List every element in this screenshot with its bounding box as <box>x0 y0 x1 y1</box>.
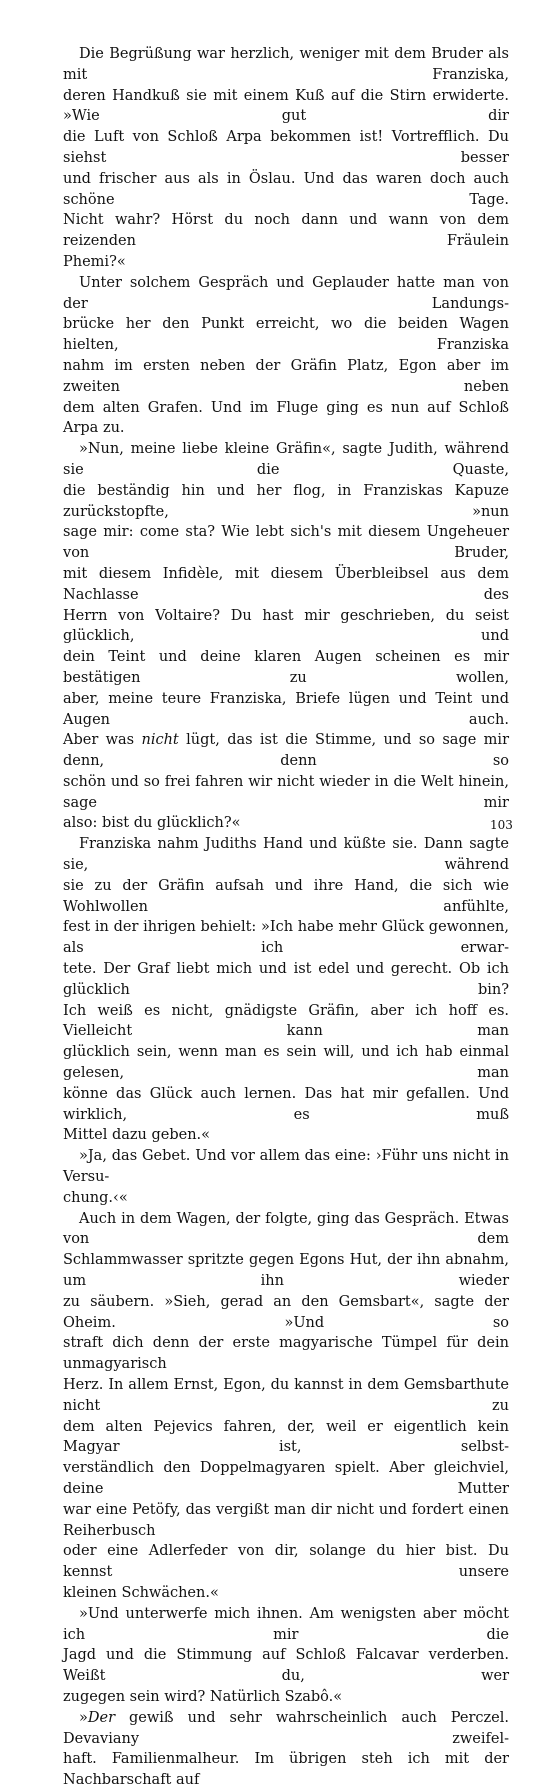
text-line: schön und so frei fahren wir nicht wieder in die Welt hinein, sage mir <box>63 773 509 811</box>
text-line: Die Begrüßung war herzlich, weniger mit dem Bruder als mit Franziska, <box>63 46 509 83</box>
text-line: oder eine Adlerfeder von dir, solange du hier bist. Du kennst unsere <box>63 1543 509 1581</box>
text-line: straft dich denn der erste magyarische Tümpel für dein unmagyarisch <box>63 1335 509 1373</box>
text-line: könne das Glück auch lernen. Das hat mir gefallen. Und wirklich, es muß <box>63 1085 509 1123</box>
text-line: verständlich den Doppelmagyaren spielt. Aber gleichviel, deine Mutter <box>63 1460 509 1497</box>
text-line: Aber was nicht lügt, das ist die Stimme, und so sage mir denn, denn so <box>63 732 510 770</box>
text-line: Unter solchem Gespräch und Geplauder hatte man von der Landungs- <box>63 274 509 312</box>
text-line: fest in der ihrigen behielt: »Ich habe mehr Glück gewonnen, als ich erwar- <box>63 919 509 957</box>
paragraph <box>63 439 509 834</box>
text-line: deren Handkuß sie mit einem Kuß auf die Stirn erwiderte. »Wie gut dir <box>63 87 509 125</box>
text-line: also: bist du glücklich?« <box>63 815 241 832</box>
text-line: glücklich sein, wenn man es sein will, und ich hab einmal gelesen, man <box>63 1044 509 1082</box>
text-line: haft. Familienmalheur. Im übrigen steh ich mit der Nachbarschaft auf <box>63 1751 509 1789</box>
text-line: nahm im ersten neben der Gräfin Platz, Egon aber im zweiten neben <box>63 357 509 395</box>
text-line: war eine Petöfy, das vergißt man dir nicht und fordert einen Reiherbusch <box>63 1501 509 1539</box>
text-line: sage mir: come sta? Wie lebt sich's mit diesem Ungeheuer von Bruder, <box>63 524 509 562</box>
text-line: Auch in dem Wagen, der folgte, ging das Gespräch. Etwas von dem <box>63 1210 509 1248</box>
text-line: sie zu der Gräfin aufsah und ihre Hand, die sich wie Wohlwollen anfühlte, <box>63 877 509 915</box>
paragraph <box>63 44 509 273</box>
text-line: dem alten Grafen. Und im Fluge ging es nun auf Schloß Arpa zu. <box>63 399 509 437</box>
paragraph <box>63 1708 509 1791</box>
text-line: Herrn von Voltaire? Du hast mir geschrieben, du seist glücklich, und <box>63 607 509 645</box>
paragraph <box>63 1146 509 1208</box>
paragraph <box>63 273 509 439</box>
paragraph <box>63 1604 509 1708</box>
text-line: »Ja, das Gebet. Und vor allem das eine: ›Führ uns nicht in Versu- <box>63 1148 509 1186</box>
text-line: Nicht wahr? Hörst du noch dann und wann von dem reizenden Fräulein <box>63 212 509 250</box>
paragraph <box>63 834 509 1146</box>
text-line: dein Teint und deine klaren Augen scheinen es mir bestätigen zu wollen, <box>63 649 509 686</box>
text-line: Herz. In allem Ernst, Egon, du kannst in dem Gemsbarthute nicht zu <box>63 1377 509 1414</box>
text-line: Phemi?« <box>63 253 126 270</box>
page-number: 103 <box>490 818 513 832</box>
text-line: chung.‹« <box>63 1189 128 1206</box>
text-line: dem alten Pejevics fahren, der, weil er eigentlich kein Magyar ist, selbst- <box>63 1418 509 1456</box>
text-line: »Und unterwerfe mich ihnen. Am wenigsten aber möcht ich mir die <box>63 1605 509 1643</box>
text-line: und frischer aus als in Öslau. Und das waren doch auch schöne Tage. <box>63 170 509 208</box>
text-line: die beständig hin und her flog, in Franziskas Kapuze zurückstopfte, »nun <box>63 482 509 520</box>
text-line: brücke her den Punkt erreicht, wo die beiden Wagen hielten, Franziska <box>63 316 509 354</box>
text-line: Ich weiß es nicht, gnädigste Gräfin, aber ich hoff es. Vielleicht kann man <box>63 1002 509 1040</box>
text-line: Jagd und die Stimmung auf Schloß Falcavar verderben. Weißt du, wer <box>63 1647 509 1685</box>
text-line: kleinen Schwächen.« <box>63 1584 219 1601</box>
text-line: »Nun, meine liebe kleine Gräfin«, sagte Judith, während sie die Quaste, <box>63 441 509 478</box>
text-line: »Der gewiß und sehr wahrscheinlich auch Perczel. Devaviany zweifel- <box>63 1709 509 1747</box>
text-line: mit diesem Infidèle, mit diesem Überbleibsel aus dem Nachlasse des <box>63 565 509 603</box>
text-line: Franziska nahm Judiths Hand und küßte sie. Dann sagte sie, während <box>63 836 509 874</box>
text-line: Schlammwasser spritzte gegen Egons Hut, der ihn abnahm, um ihn wieder <box>63 1252 509 1290</box>
text-line: die Luft von Schloß Arpa bekommen ist! Vortrefflich. Du siehst besser <box>63 129 509 166</box>
text-line: aber, meine teure Franziska, Briefe lügen und Teint und Augen auch. <box>63 690 509 728</box>
text-line: Mittel dazu geben.« <box>63 1127 211 1144</box>
text-line: zu säubern. »Sieh, gerad an den Gemsbart«, sagte der Oheim. »Und so <box>63 1293 509 1331</box>
text-line: tete. Der Graf liebt mich und ist edel und gerecht. Ob ich glücklich bin? <box>63 961 509 998</box>
book-page-text <box>63 44 509 1791</box>
paragraph <box>63 1209 509 1604</box>
text-line: zugegen sein wird? Natürlich Szabô.« <box>63 1688 343 1705</box>
